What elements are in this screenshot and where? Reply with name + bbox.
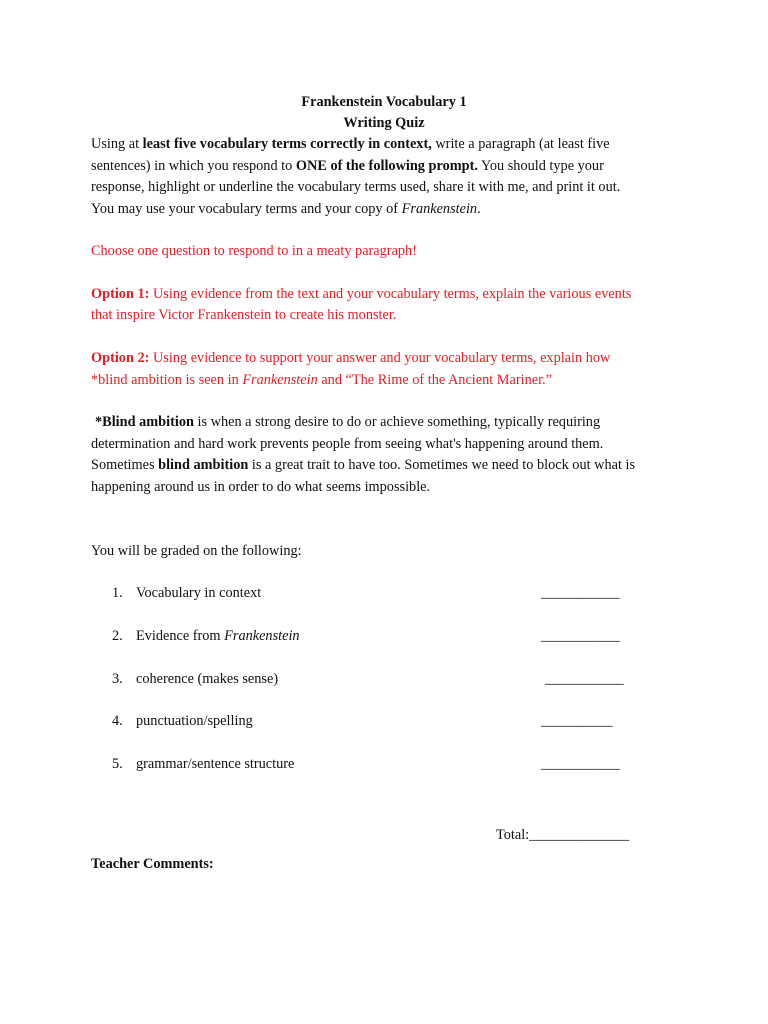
definition-line-4: happening around us in order to do what seems impossible. <box>91 479 431 495</box>
criteria-item <box>0 626 768 648</box>
score-blank: ___________ <box>545 671 624 687</box>
page-subtitle: Writing Quiz <box>343 115 425 131</box>
intro-line-2: sentences) in which you respond to ONE of the following prompt. You should type your <box>91 158 604 174</box>
score-blank: __________ <box>541 713 613 729</box>
total-label: Total: <box>496 827 530 843</box>
total-blank: ______________ <box>529 827 630 843</box>
criteria-label: coherence (makes sense) <box>136 671 279 687</box>
criteria-label: punctuation/spelling <box>136 713 253 729</box>
intro-line-3: response, highlight or underline the vocabulary terms used, share it with me, and print it out. <box>91 179 621 195</box>
score-blank: ___________ <box>541 756 620 772</box>
intro-line-4: You may use your vocabulary terms and your copy of Frankenstein. <box>91 201 481 217</box>
criteria-item <box>0 711 768 733</box>
teacher-comments-heading: Teacher Comments: <box>91 856 214 872</box>
score-blank: ___________ <box>541 628 620 644</box>
criteria-label: Vocabulary in context <box>136 585 262 601</box>
criteria-number: 4. <box>112 713 123 729</box>
criteria-number: 5. <box>112 756 123 772</box>
definition-line-3: Sometimes blind ambition is a great trait to have too. Sometimes we need to block out what is <box>91 457 636 473</box>
criteria-item <box>0 669 768 691</box>
option-2-label: Option 2: <box>91 350 150 366</box>
criteria-number: 1. <box>112 585 123 601</box>
page-title: Frankenstein Vocabulary 1 <box>301 94 467 110</box>
score-blank: ___________ <box>541 585 620 601</box>
criteria-number: 3. <box>112 671 123 687</box>
criteria-number: 2. <box>112 628 123 644</box>
option-1-line-1: Option 1: Using evidence from the text and your vocabulary terms, explain the various events <box>91 286 632 302</box>
choose-instruction: Choose one question to respond to in a meaty paragraph! <box>91 243 417 259</box>
option-1-line-2: that inspire Victor Frankenstein to create his monster. <box>91 307 397 323</box>
option-2-line-1: Option 2: Using evidence to support your answer and your vocabulary terms, explain how <box>91 350 611 366</box>
criteria-item <box>0 754 768 776</box>
criteria-label: grammar/sentence structure <box>136 756 295 772</box>
total-line <box>496 825 629 847</box>
definition-line-1: *Blind ambition is when a strong desire to do or achieve something, typically requiring <box>95 414 601 430</box>
option-1-label: Option 1: <box>91 286 150 302</box>
criteria-label: Evidence from Frankenstein <box>136 628 300 644</box>
intro-line-1: Using at least five vocabulary terms correctly in context, write a paragraph (at least five <box>91 136 610 152</box>
definition-line-2: determination and hard work prevents people from seeing what's happening around them. <box>91 436 604 452</box>
option-2-line-2: *blind ambition is seen in Frankenstein and “The Rime of the Ancient Mariner.” <box>91 372 552 388</box>
graded-intro: You will be graded on the following: <box>91 543 302 559</box>
criteria-item <box>0 583 768 605</box>
